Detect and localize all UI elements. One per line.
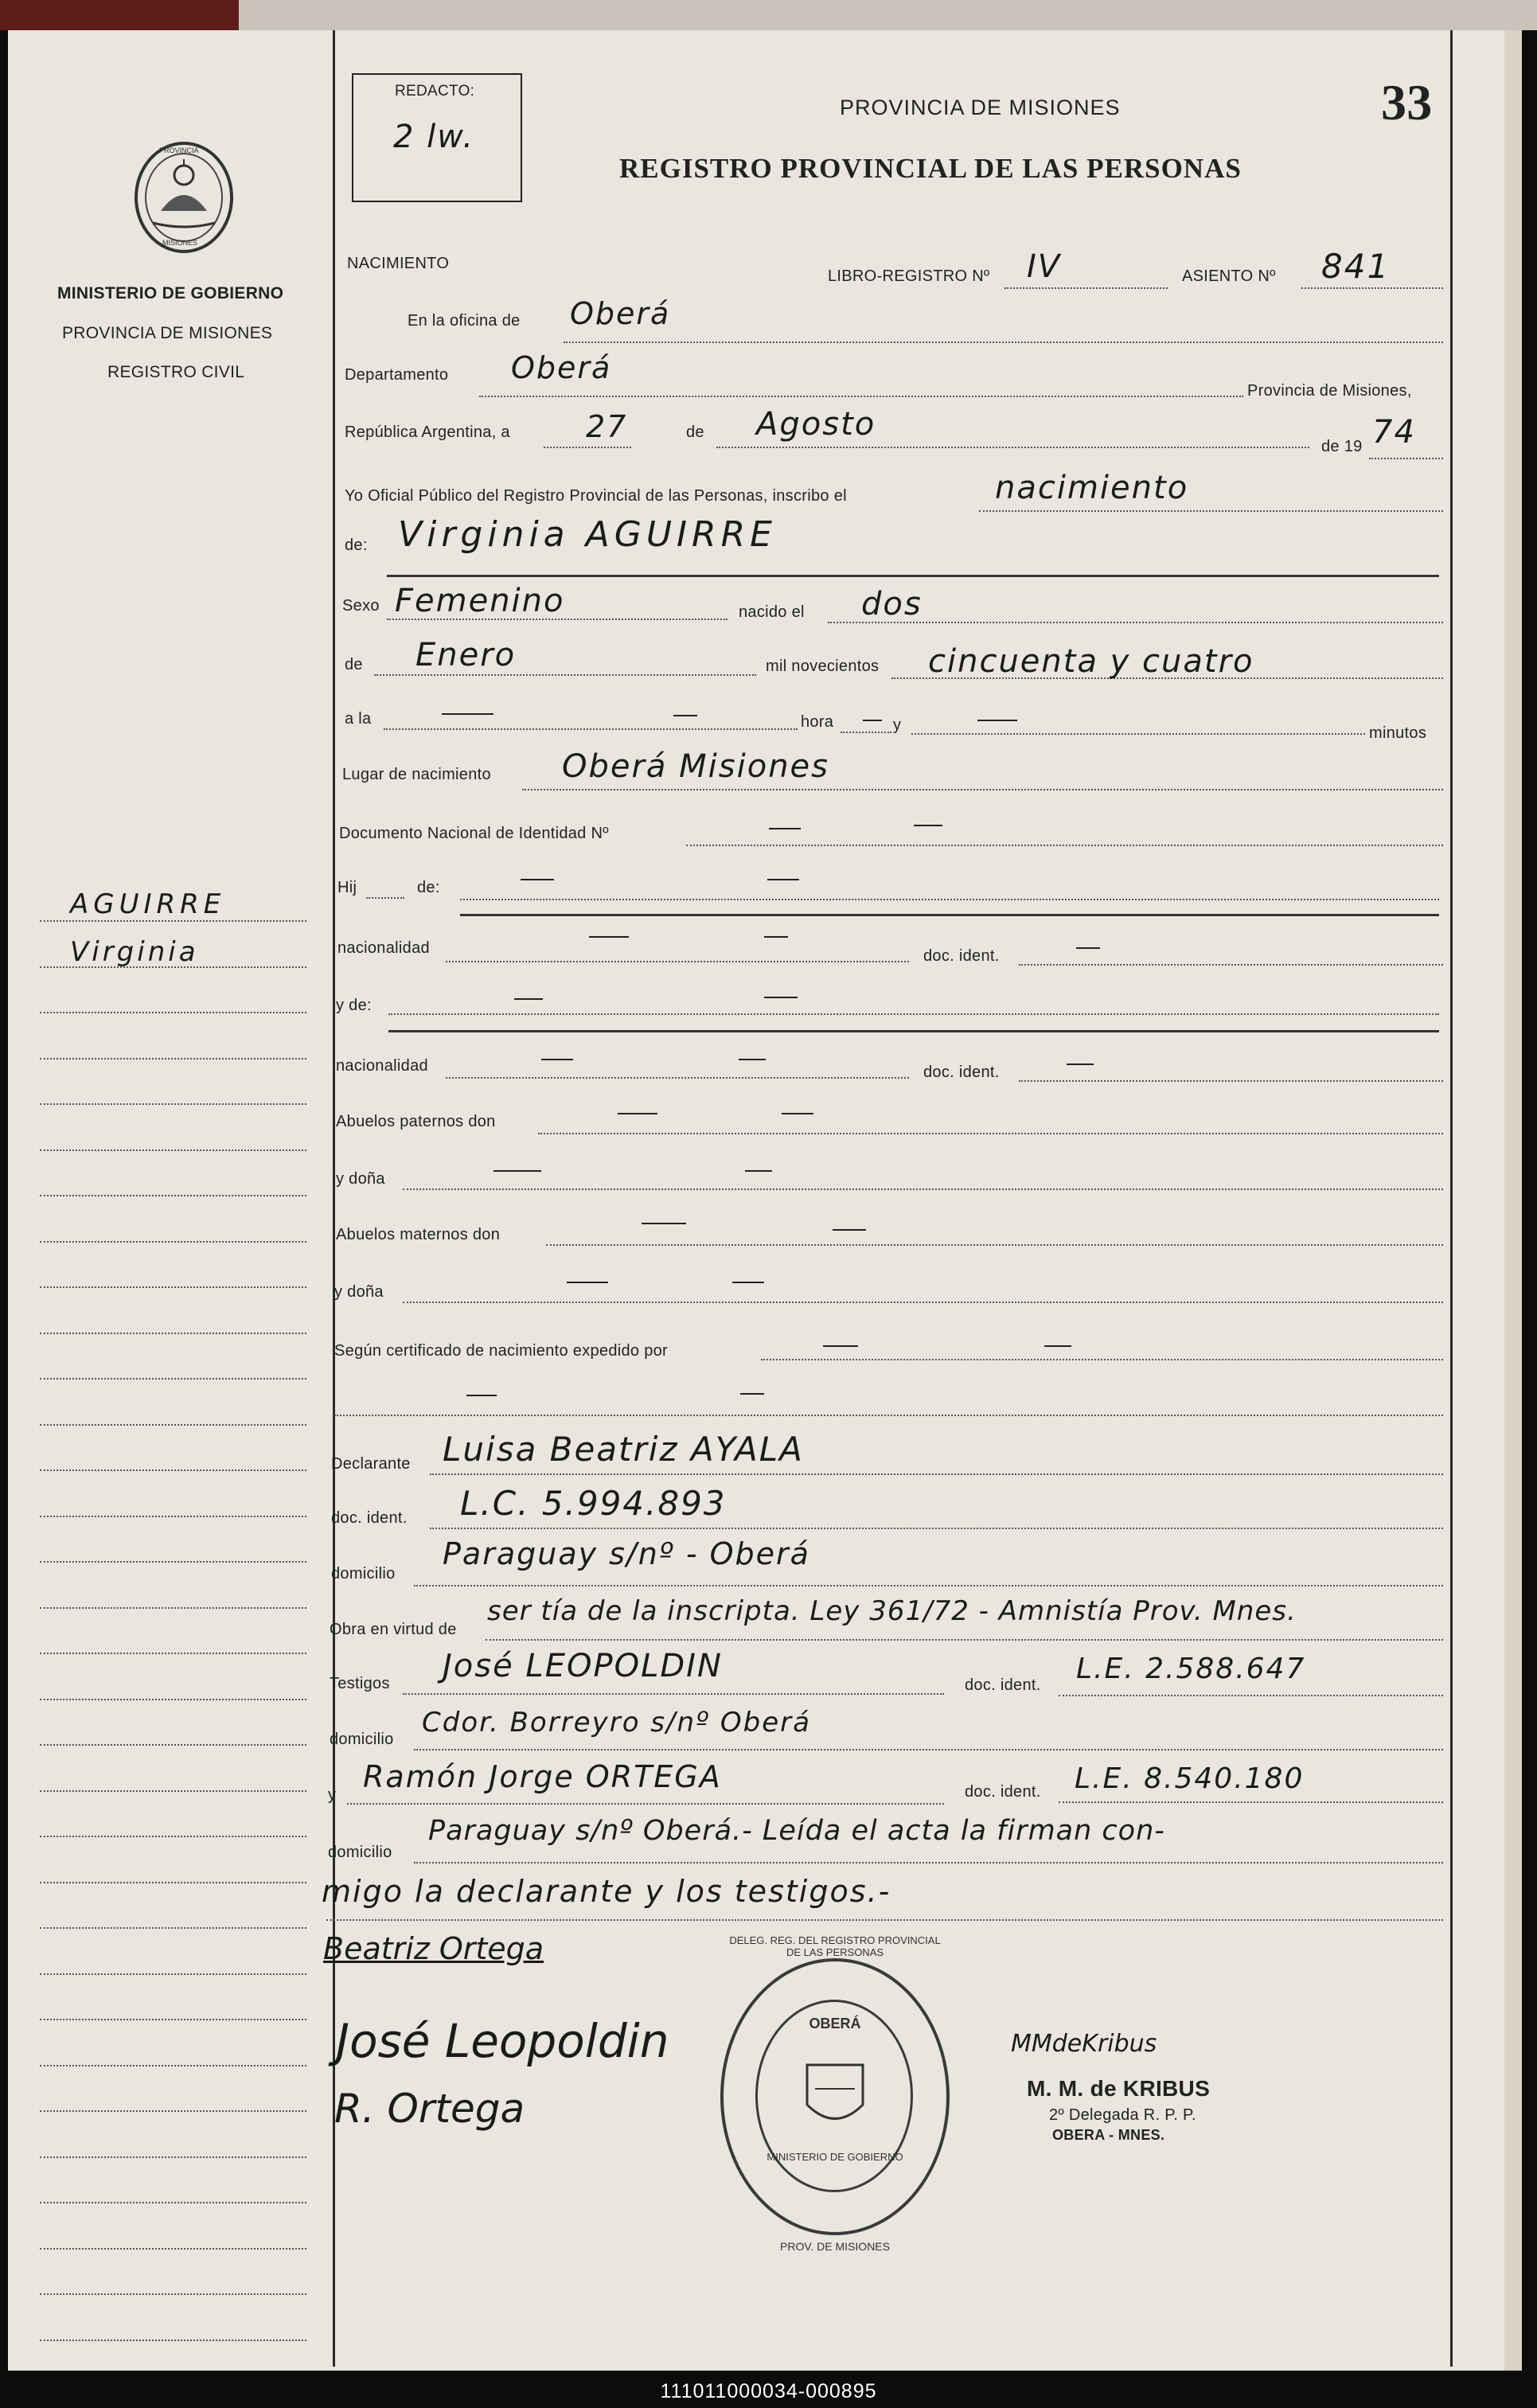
stamp-outer-text: DELEG. REG. DEL REGISTRO PROVINCIAL DE LAS PERSONAS xyxy=(729,1934,941,1958)
testigo2-value: Ramón Jorge ORTEGA xyxy=(363,1759,722,1794)
margin-ruled-line xyxy=(40,2110,306,2112)
margin-ruled-line xyxy=(40,1927,306,1929)
margin-ruled-line xyxy=(40,1973,306,1975)
y-dona-label-1: y doña xyxy=(336,1170,385,1188)
margin-ruled-line xyxy=(40,1333,306,1334)
official-place: OBERA - MNES. xyxy=(1052,2127,1165,2143)
testigo1-dom-value: Cdor. Borreyro s/nº Oberá xyxy=(422,1707,811,1739)
mil-label: mil novecientos xyxy=(766,658,880,675)
anio-value: 74 xyxy=(1372,414,1416,451)
margin-ruled-line xyxy=(40,1744,306,1746)
abuelos-pat-label: Abuelos paternos don xyxy=(336,1113,496,1130)
testigo1-value: José LEOPOLDIN xyxy=(443,1648,723,1684)
lugar-value: Oberá Misiones xyxy=(562,748,830,785)
top-binding-strip xyxy=(0,0,1537,30)
sexo-value: Femenino xyxy=(395,583,565,619)
segun-label: Según certificado de nacimiento expedido por xyxy=(334,1342,669,1360)
declarante-signature: Beatriz Ortega xyxy=(323,1931,544,1966)
testigos-label: Testigos xyxy=(330,1675,390,1692)
nacido-label: nacido el xyxy=(739,603,805,621)
emblem-bottom-text: MISIONES xyxy=(162,239,198,247)
redacto-value: 2 lw. xyxy=(393,119,475,155)
official-signature: MMdeKribus xyxy=(1011,2030,1157,2058)
departamento-label: Departamento xyxy=(345,366,449,384)
margin-surname: AGUIRRE xyxy=(70,888,226,920)
asiento-label: ASIENTO Nº xyxy=(1182,267,1276,285)
margin-ruled-line xyxy=(40,2248,306,2250)
margin-ruled-line xyxy=(40,1516,306,1517)
nacionalidad-label-1: nacionalidad xyxy=(337,939,430,957)
official-name: M. M. de KRIBUS xyxy=(1027,2076,1211,2101)
inscribo-value: nacimiento xyxy=(995,470,1189,506)
margin-name: Virginia xyxy=(70,936,199,968)
margin-ruled-line xyxy=(40,1653,306,1654)
ministry-label: MINISTERIO DE GOBIERNO xyxy=(57,284,284,302)
republica-label: República Argentina, a xyxy=(345,423,510,441)
margin-ruled-line xyxy=(40,1058,306,1060)
de-mes-label: de xyxy=(345,656,363,673)
lugar-label: Lugar de nacimiento xyxy=(342,766,491,783)
margin-ruled-line xyxy=(40,1241,306,1243)
registry-label: REGISTRO CIVIL xyxy=(107,363,245,381)
testigo2-doc-value: L.E. 8.540.180 xyxy=(1075,1762,1305,1795)
province-label: PROVINCIA DE MISIONES xyxy=(62,324,273,342)
de-label: de xyxy=(686,423,704,441)
nacido-value: dos xyxy=(861,586,923,622)
margin-ruled-line xyxy=(40,920,306,922)
obra-value: ser tía de la inscripta. Ley 361/72 - Amnistía Prov. Mnes. xyxy=(487,1595,1297,1627)
left-border-line xyxy=(333,30,335,2367)
dni-label: Documento Nacional de Identidad Nº xyxy=(339,825,609,842)
minutos-label: minutos xyxy=(1369,724,1427,742)
domicilio-testigo1-label: domicilio xyxy=(330,1731,394,1748)
margin-ruled-line xyxy=(40,2293,306,2295)
y-dona-label-2: y doña xyxy=(334,1283,384,1301)
testigo1-signature: José Leopoldin xyxy=(336,2014,669,2068)
domicilio-testigo2-label: domicilio xyxy=(328,1844,392,1861)
de-colon-label: de: xyxy=(345,537,368,554)
margin-ruled-line xyxy=(40,1836,306,1837)
right-border-line xyxy=(1450,30,1453,2367)
margin-ruled-line xyxy=(40,1149,306,1151)
declarante-doc-value: L.C. 5.994.893 xyxy=(460,1484,727,1523)
margin-ruled-line xyxy=(40,1286,306,1288)
mes-value: Agosto xyxy=(756,406,876,443)
margin-ruled-line xyxy=(40,1469,306,1471)
obra-label: Obra en virtud de xyxy=(330,1621,457,1638)
sexo-label: Sexo xyxy=(342,597,380,615)
de19-label: de 19 xyxy=(1321,438,1363,455)
hij-de-label: de: xyxy=(417,879,440,896)
testigo2-doc-label: doc. ident. xyxy=(965,1783,1041,1801)
margin-ruled-line xyxy=(40,1424,306,1426)
margin-ruled-line xyxy=(40,1561,306,1563)
header-title: REGISTRO PROVINCIAL DE LAS PERSONAS xyxy=(619,153,1242,184)
hij-label: Hij xyxy=(337,879,357,896)
libro-value: IV xyxy=(1027,248,1062,285)
stamp-inner-text: MINISTERIO DE GOBIERNO xyxy=(767,2151,903,2163)
nombre-value: Virginia AGUIRRE xyxy=(398,514,777,555)
y-de-label: y de: xyxy=(336,997,372,1014)
emblem-top-text: PROVINCIA xyxy=(159,146,199,154)
margin-ruled-line xyxy=(40,2156,306,2158)
testigo1-doc-label: doc. ident. xyxy=(965,1676,1041,1694)
oficina-label: En la oficina de xyxy=(408,312,521,330)
domicilio-declarante-label: domicilio xyxy=(331,1565,396,1583)
doc-ident-label-2: doc. ident. xyxy=(923,1064,1000,1081)
page-number: 33 xyxy=(1381,74,1433,131)
declarante-dom-value: Paraguay s/nº - Oberá xyxy=(443,1536,810,1571)
nacimiento-label: NACIMIENTO xyxy=(347,255,450,272)
declarante-value: Luisa Beatriz AYALA xyxy=(443,1430,804,1469)
redacto-box xyxy=(352,73,522,202)
doc-ident-declarante-label: doc. ident. xyxy=(331,1509,408,1527)
official-title: 2º Delegada R. P. P. xyxy=(1049,2106,1196,2124)
provincial-emblem-icon xyxy=(129,135,239,261)
doc-ident-label-1: doc. ident. xyxy=(923,947,1000,965)
y-label: y xyxy=(893,716,902,734)
margin-ruled-line xyxy=(40,1699,306,1700)
asiento-value: 841 xyxy=(1321,247,1391,286)
oficial-text: Yo Oficial Público del Registro Provincial de las Personas, inscribo el xyxy=(345,487,847,505)
continuation-value: migo la declarante y los testigos.- xyxy=(322,1874,891,1909)
departamento-value: Oberá xyxy=(511,350,612,385)
header-province: PROVINCIA DE MISIONES xyxy=(840,96,1121,119)
libro-label: LIBRO-REGISTRO Nº xyxy=(828,267,990,285)
testigo1-doc-value: L.E. 2.588.647 xyxy=(1076,1653,1306,1685)
margin-ruled-line xyxy=(40,1195,306,1196)
margin-ruled-line xyxy=(40,1607,306,1609)
margin-ruled-line xyxy=(40,1882,306,1883)
margin-ruled-line xyxy=(40,1012,306,1013)
testigo2-signature: R. Ortega xyxy=(334,2086,525,2132)
margin-ruled-line xyxy=(40,2065,306,2067)
margin-ruled-line xyxy=(40,1103,306,1105)
y-testigo-label: y xyxy=(328,1786,337,1804)
official-stamp xyxy=(720,1934,950,2253)
abuelos-mat-label: Abuelos maternos don xyxy=(336,1226,501,1243)
margin-ruled-line xyxy=(40,1790,306,1792)
hora-label: hora xyxy=(801,713,834,731)
margin-ruled-line xyxy=(40,2202,306,2203)
mes-nac-value: Enero xyxy=(415,637,517,673)
oficina-value: Oberá xyxy=(570,296,671,331)
a-la-label: a la xyxy=(345,710,372,728)
stamp-top-text: OBERÁ xyxy=(809,2016,861,2031)
redacto-label: REDACTO: xyxy=(395,83,475,100)
margin-ruled-line xyxy=(40,2019,306,2020)
testigo2-dom-value: Paraguay s/nº Oberá.- Leída el acta la firman con- xyxy=(428,1815,1165,1847)
document-id: 111011000034-000895 xyxy=(0,2375,1537,2408)
margin-ruled-line xyxy=(40,1378,306,1380)
stamp-bottom-text: PROV. DE MISIONES xyxy=(780,2240,890,2253)
anio-nac-value: cincuenta y cuatro xyxy=(928,643,1254,680)
margin-ruled-line xyxy=(40,2340,306,2341)
nacionalidad-label-2: nacionalidad xyxy=(336,1057,428,1075)
declarante-label: Declarante xyxy=(331,1455,411,1473)
stamp-shield-icon xyxy=(803,2057,867,2137)
provincia-misiones-label: Provincia de Misiones, xyxy=(1247,382,1412,400)
dia-value: 27 xyxy=(586,409,628,444)
